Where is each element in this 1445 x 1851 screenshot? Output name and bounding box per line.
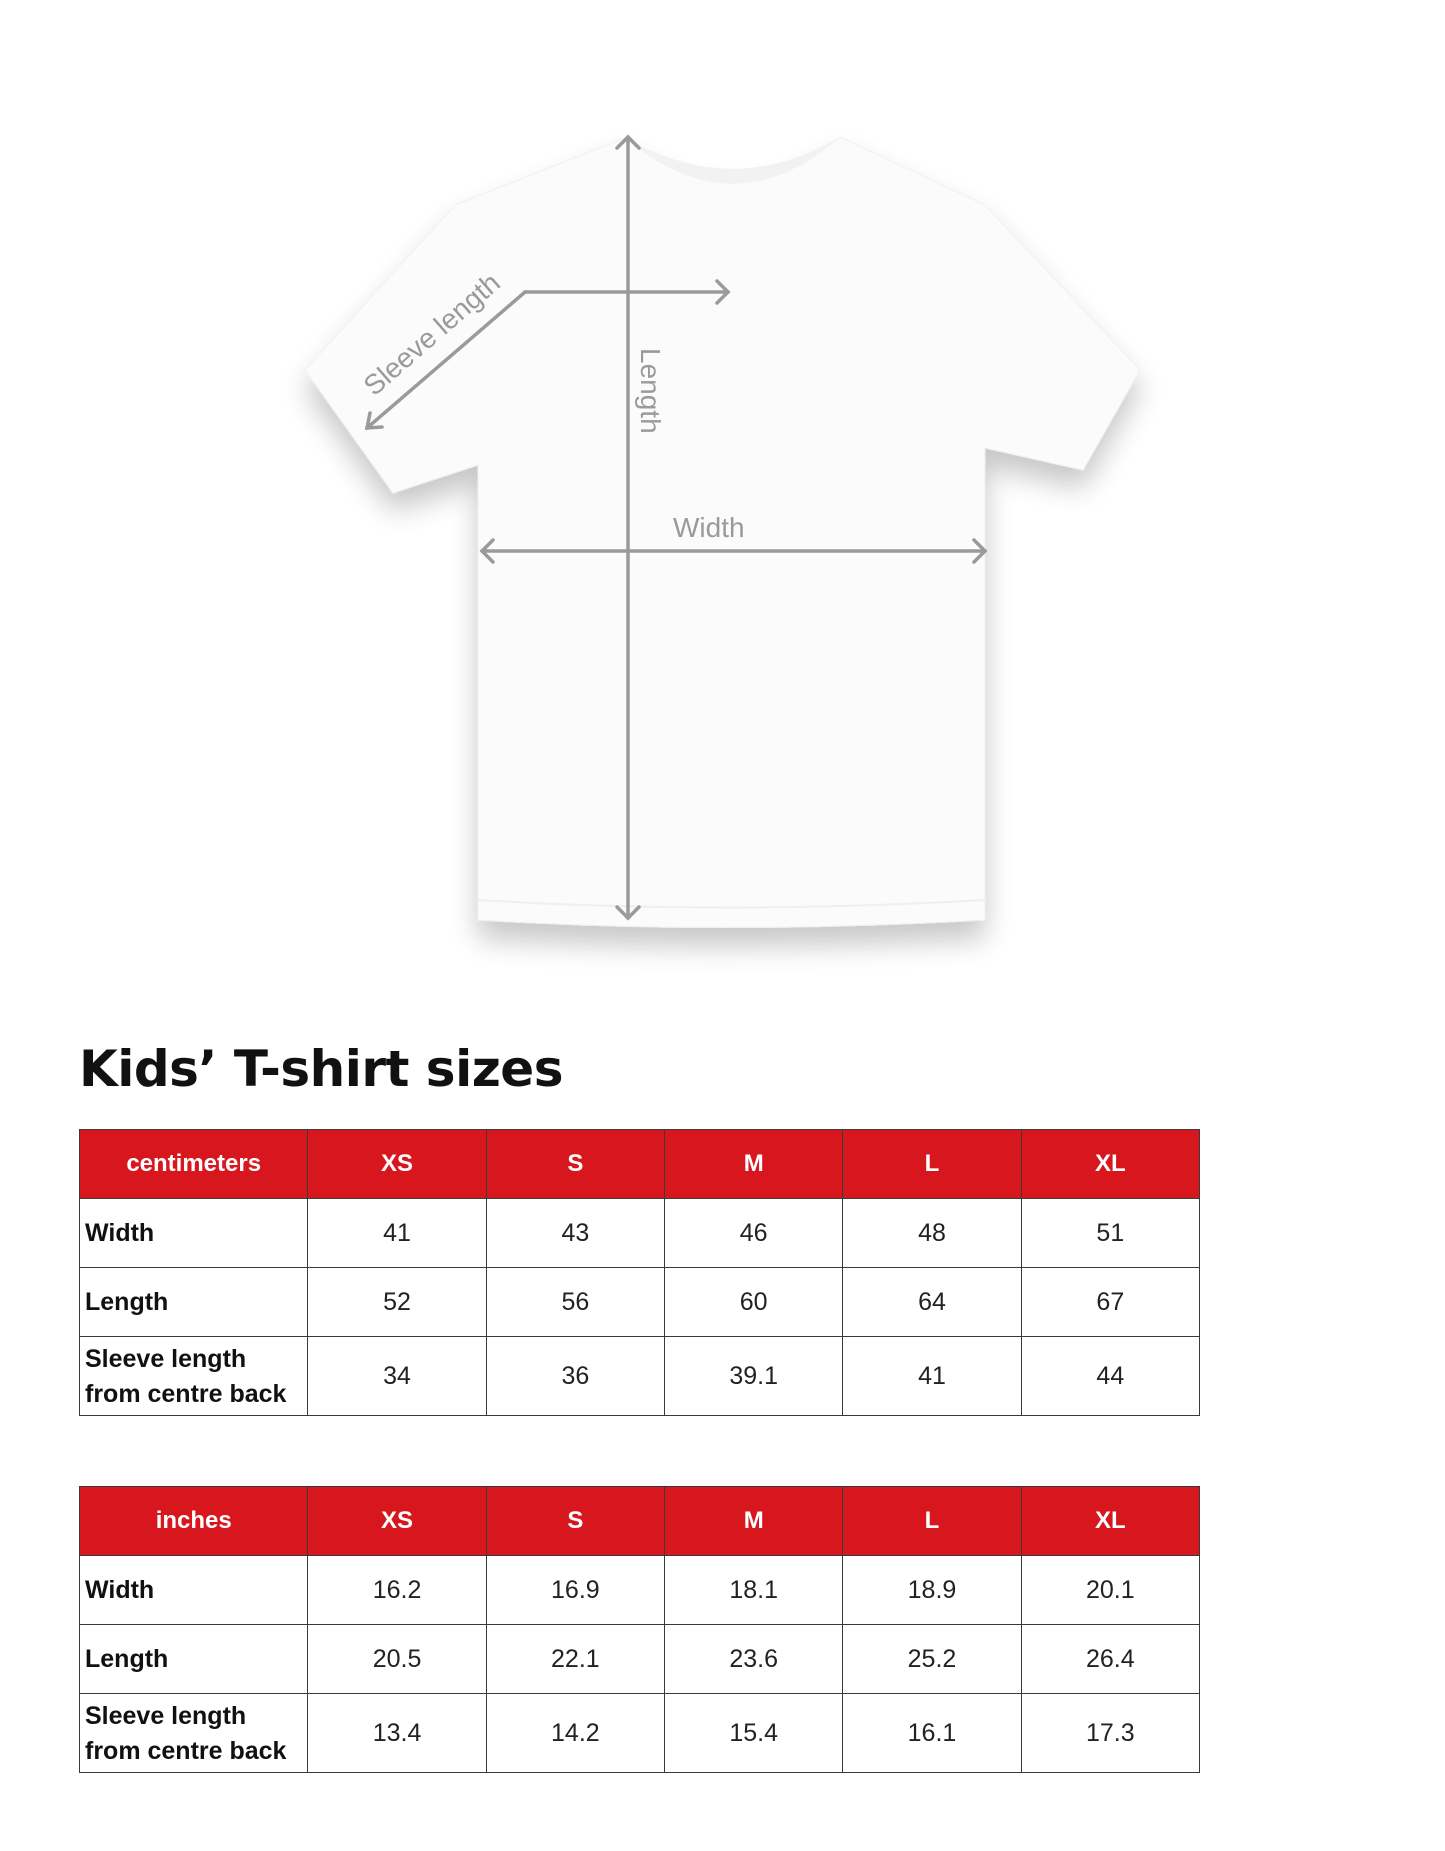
table-cell: 51 [1021,1199,1199,1268]
table-cell: 15.4 [665,1694,843,1773]
size-table-inches [79,1486,1200,1773]
size-header-xl: XL [1021,1487,1199,1556]
table-row-length [80,1268,1200,1337]
size-header-m: M [665,1487,843,1556]
table-cell: 18.9 [843,1556,1021,1625]
table-cell: 20.1 [1021,1556,1199,1625]
row-label [80,1337,308,1416]
sleeve-length-label: Sleeve length [357,266,507,402]
size-header-s: S [486,1487,664,1556]
table-cell: 13.4 [308,1694,486,1773]
table-cell: 44 [1021,1337,1199,1416]
table-cell: 14.2 [486,1694,664,1773]
table-cell: 16.2 [308,1556,486,1625]
table-cell: 26.4 [1021,1625,1199,1694]
table-cell: 52 [308,1268,486,1337]
table-cell: 16.9 [486,1556,664,1625]
table-row-length [80,1625,1200,1694]
table-row-sleeve-length [80,1337,1200,1416]
size-header-m: M [665,1130,843,1199]
table-cell: 34 [308,1337,486,1416]
table-cell: 60 [665,1268,843,1337]
table-cell: 39.1 [665,1337,843,1416]
table-row-sleeve-length [80,1694,1200,1773]
row-label: Length [80,1625,308,1694]
row-label-line: from centre back [85,1737,287,1765]
table-cell: 41 [843,1337,1021,1416]
table-cell: 18.1 [665,1556,843,1625]
table-cell: 25.2 [843,1625,1021,1694]
size-header-xs: XS [308,1130,486,1199]
row-label-line: Sleeve length [85,1345,247,1373]
unit-header: centimeters [80,1130,308,1199]
size-header-xs: XS [308,1487,486,1556]
row-label [80,1694,308,1773]
table-cell: 43 [486,1199,664,1268]
length-label: Length [635,348,666,434]
size-header-l: L [843,1487,1021,1556]
table-cell: 23.6 [665,1625,843,1694]
table-cell: 48 [843,1199,1021,1268]
table-cell: 20.5 [308,1625,486,1694]
table-cell: 46 [665,1199,843,1268]
table-cell: 56 [486,1268,664,1337]
row-label: Width [80,1556,308,1625]
table-cell: 67 [1021,1268,1199,1337]
table-cell: 36 [486,1337,664,1416]
page-title: Kids’ T-shirt sizes [79,1040,563,1098]
table-cell: 16.1 [843,1694,1021,1773]
table-cell: 22.1 [486,1625,664,1694]
table-cell: 41 [308,1199,486,1268]
size-header-xl: XL [1021,1130,1199,1199]
row-label: Length [80,1268,308,1337]
table-row-width [80,1199,1200,1268]
size-table-centimeters [79,1129,1200,1416]
table-header-row [80,1487,1200,1556]
row-label-line: Sleeve length [85,1702,247,1730]
table-row-width [80,1556,1200,1625]
row-label-line: from centre back [85,1380,287,1408]
unit-header: inches [80,1487,308,1556]
table-cell: 17.3 [1021,1694,1199,1773]
table-header-row [80,1130,1200,1199]
row-label: Width [80,1199,308,1268]
size-header-l: L [843,1130,1021,1199]
size-header-s: S [486,1130,664,1199]
width-label: Width [673,512,745,543]
table-cell: 64 [843,1268,1021,1337]
